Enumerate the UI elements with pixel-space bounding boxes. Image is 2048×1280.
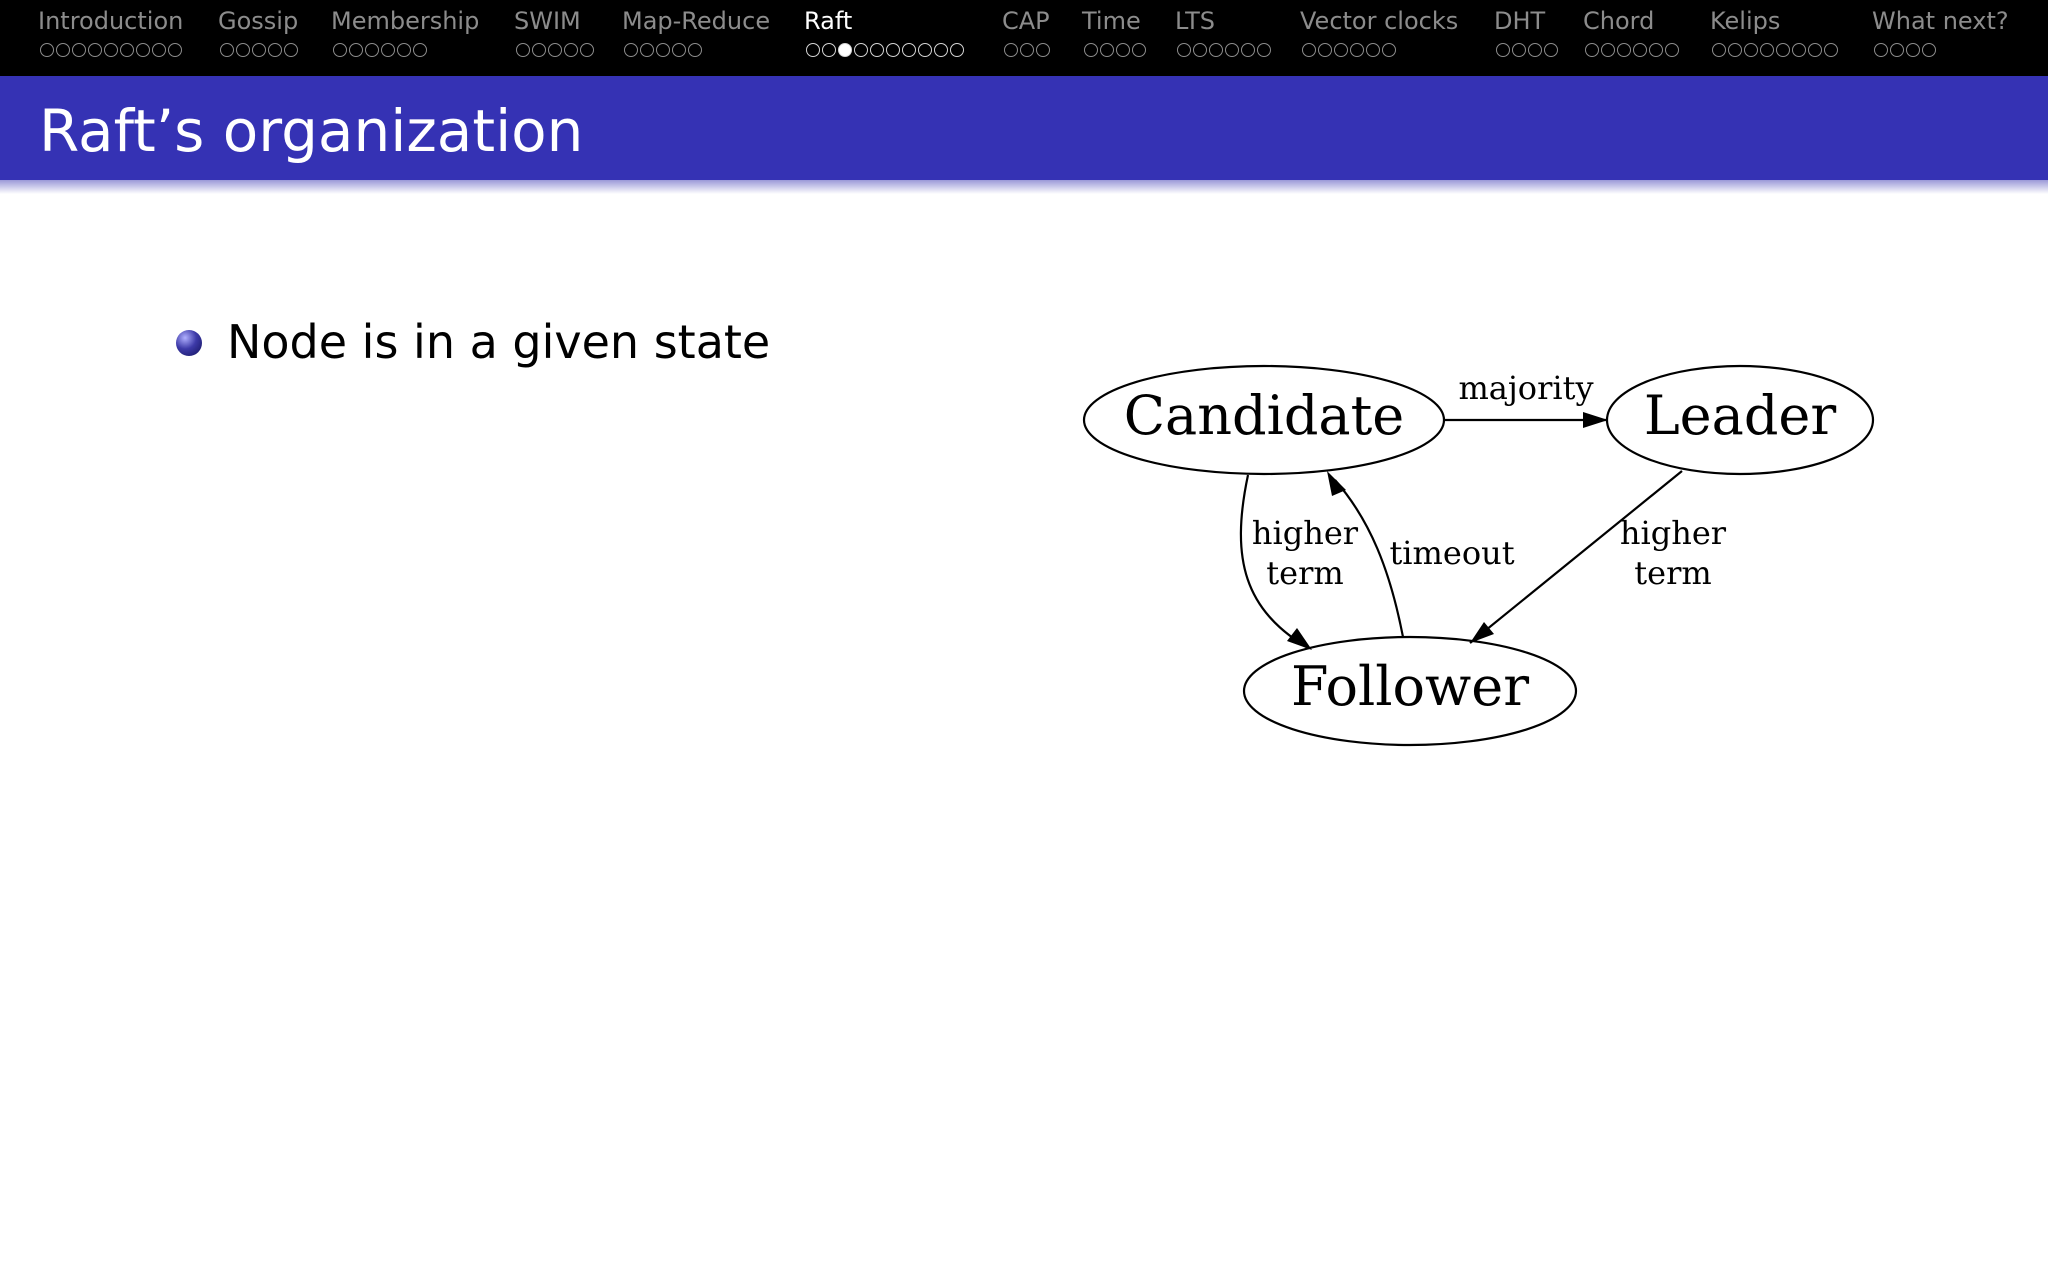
nav-section-label[interactable]: Introduction (38, 7, 184, 35)
nav-section-label[interactable]: Kelips (1710, 7, 1781, 35)
arrowhead-candidate (1327, 471, 1346, 496)
node-label-follower: Follower (1290, 655, 1530, 718)
edge-label-higher-term-right-line1: higher (1619, 514, 1727, 552)
nav-section-label[interactable]: Vector clocks (1300, 7, 1459, 35)
nav-section-label[interactable]: Gossip (218, 7, 299, 35)
nav-section-label[interactable]: Time (1082, 7, 1141, 35)
nav-section-label[interactable]: LTS (1175, 7, 1215, 35)
edge-label-timeout: timeout (1389, 534, 1515, 572)
nav-section-label[interactable]: Chord (1583, 7, 1655, 35)
nav-section-label[interactable]: What next? (1872, 7, 2009, 35)
edge-label-higher-term-left-line1: higher (1251, 514, 1359, 552)
edge-label-higher-term-left-line2: term (1266, 554, 1344, 592)
bullet-text: Node is in a given state (227, 315, 771, 369)
nav-section-label[interactable]: DHT (1494, 7, 1546, 35)
nav-section-label[interactable]: SWIM (514, 7, 581, 35)
edge-label-higher-term-right-line2: term (1634, 554, 1712, 592)
nav-section-label[interactable]: CAP (1002, 7, 1050, 35)
slide-title: Raft’s organization (39, 97, 584, 165)
node-label-leader: Leader (1643, 384, 1837, 447)
edge-label-majority: majority (1458, 369, 1594, 407)
nav-section-label[interactable]: Raft (804, 7, 853, 35)
node-label-candidate: Candidate (1123, 384, 1405, 447)
arrowhead-follower-left (1287, 628, 1312, 650)
nav-section-label[interactable]: Map-Reduce (622, 7, 771, 35)
arrowhead-leader (1583, 411, 1608, 429)
nav-section-label[interactable]: Membership (331, 7, 480, 35)
